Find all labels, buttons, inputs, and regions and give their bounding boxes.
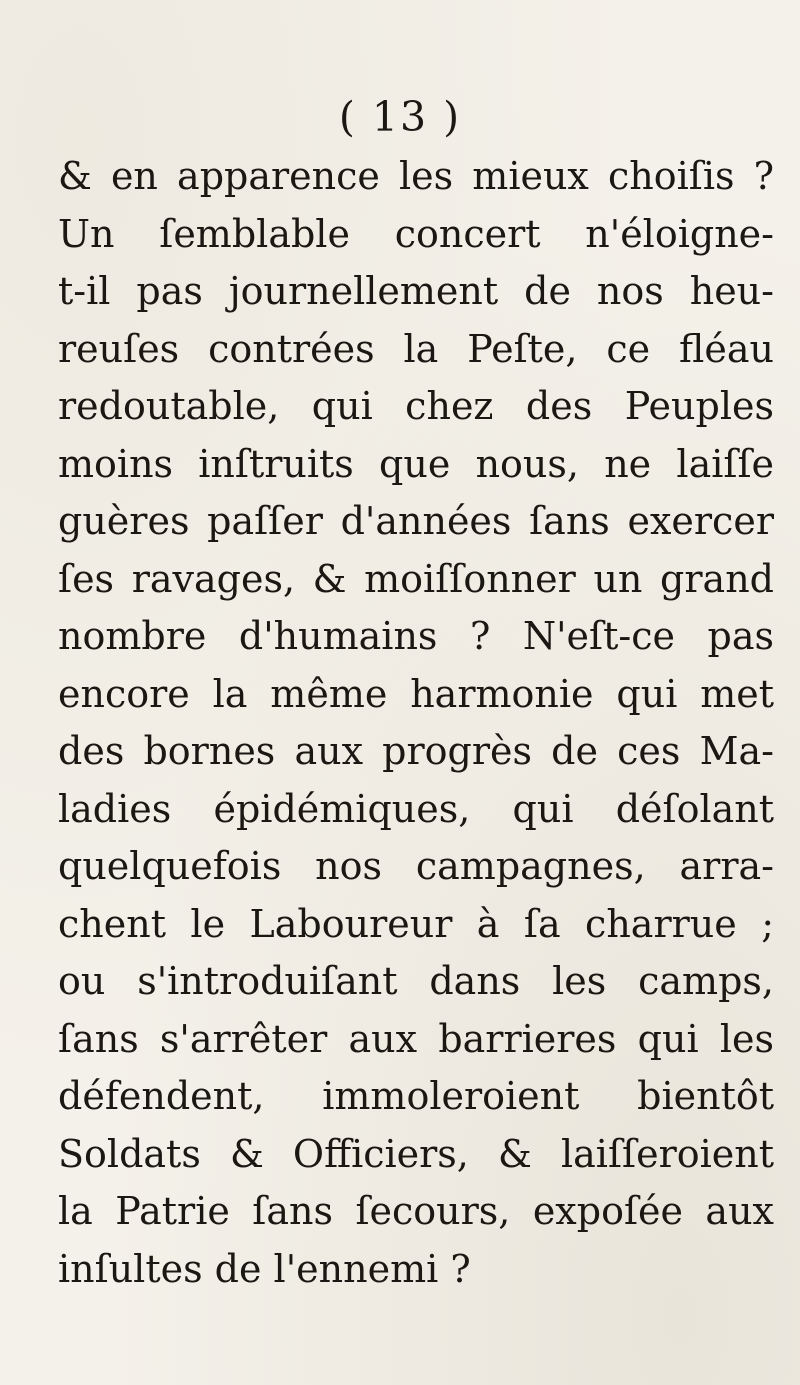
text-line-11: des bornes aux progrès de ces Ma-: [58, 729, 774, 773]
text-line-16: ſans s'arrêter aux barrieres qui les: [58, 1016, 774, 1061]
text-line-7: guères paſſer d'années ſans exercer: [58, 499, 774, 543]
text-line-15: ou s'introduiſant dans les camps,: [58, 959, 774, 1003]
text-line-9: nombre d'humains ? N'eſt-ce pas: [58, 614, 774, 658]
text-line-14: chent le Laboureur à ſa charrue ;: [58, 901, 774, 946]
body-text: [58, 148, 774, 1298]
text-line-13: quelquefois nos campagnes, arra-: [58, 844, 774, 888]
text-line-20: inſultes de l'ennemi ?: [58, 1246, 471, 1291]
text-line-5: redoutable, qui chez des Peuples: [58, 384, 774, 428]
text-line-6: moins inſtruits que nous, ne laiſſe: [58, 441, 774, 486]
text-line-19: la Patrie ſans ſecours, expoſée aux: [58, 1189, 774, 1233]
text-line-4: reuſes contrées la Peſte, ce fléau: [58, 326, 774, 371]
text-line-12: ladies épidémiques, qui déſolant: [58, 786, 774, 831]
page-number: ( 13 ): [338, 93, 462, 141]
text-line-10: encore la même harmonie qui met: [58, 671, 774, 716]
text-line-2: Un ſemblable concert n'éloigne-: [58, 211, 774, 256]
text-line-18: Soldats & Officiers, & laiſſeroient: [58, 1131, 774, 1176]
text-line-17: défendent, immoleroient bientôt: [58, 1074, 774, 1118]
text-line-3: t-il pas journellement de nos heu-: [58, 269, 774, 313]
text-line-8: ſes ravages, & moiſſonner un grand: [58, 556, 774, 601]
text-line-1: & en apparence les mieux choiſis ?: [58, 154, 774, 198]
